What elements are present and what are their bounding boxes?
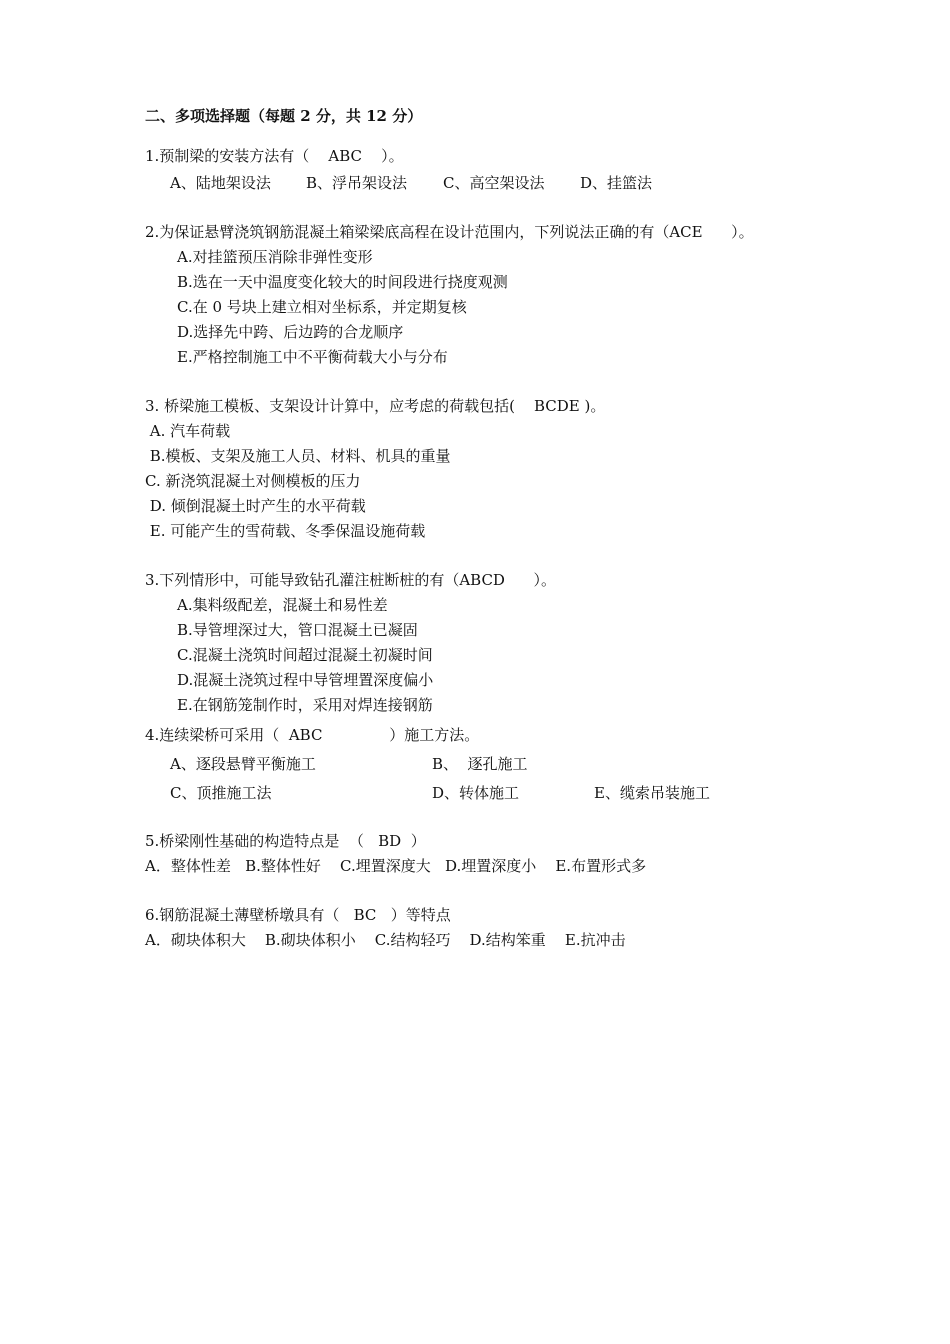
question-4-option-c: C、顶推施工法 — [170, 784, 272, 802]
question-1-option-a: A、陆地架设法 — [170, 174, 271, 192]
section-title: 二、多项选择题（每题 2 分，共 12 分） — [145, 107, 423, 125]
question-3a-option-b: B.模板、支架及施工人员、材料、机具的重量 — [145, 447, 451, 465]
question-4-option-a: A、逐段悬臂平衡施工 — [170, 755, 316, 773]
question-3a-option-d: D. 倾倒混凝土时产生的水平荷载 — [145, 497, 366, 515]
question-2-option-d: D.选择先中跨、后边跨的合龙顺序 — [177, 323, 404, 341]
question-3b-option-b: B.导管埋深过大，管口混凝土已凝固 — [177, 621, 418, 639]
question-4-stem: 4.连续梁桥可采用（ ABC ）施工方法。 — [145, 726, 480, 744]
question-5-stem: 5.桥梁刚性基础的构造特点是 （ BD ） — [145, 832, 426, 850]
question-4-option-e: E、缆索吊装施工 — [594, 784, 710, 802]
question-6-options: A．砌块体积大 B.砌块体积小 C.结构轻巧 D.结构笨重 E.抗冲击 — [145, 931, 626, 949]
question-1-option-c: C、高空架设法 — [443, 174, 545, 192]
question-3b-option-a: A.集料级配差，混凝土和易性差 — [177, 596, 388, 614]
question-3b-stem: 3.下列情形中，可能导致钻孔灌注桩断桩的有（ABCD ）。 — [145, 571, 557, 589]
question-1-option-b: B、浮吊架设法 — [306, 174, 408, 192]
question-3b-option-d: D.混凝土浇筑过程中导管埋置深度偏小 — [177, 671, 434, 689]
question-2-option-c: C.在 0 号块上建立相对坐标系，并定期复核 — [177, 298, 467, 316]
question-1-option-d: D、挂篮法 — [580, 174, 653, 192]
question-2-option-e: E.严格控制施工中不平衡荷载大小与分布 — [177, 348, 448, 366]
question-2-stem: 2.为保证悬臂浇筑钢筋混凝土箱梁梁底高程在设计范围内，下列说法正确的有（ACE ）。 — [145, 223, 754, 241]
question-3a-stem: 3. 桥梁施工模板、支架设计计算中，应考虑的荷载包括( BCDE )。 — [145, 397, 606, 415]
question-3b-option-c: C.混凝土浇筑时间超过混凝土初凝时间 — [177, 646, 433, 664]
question-3b-option-e: E.在钢筋笼制作时，采用对焊连接钢筋 — [177, 696, 433, 714]
question-2-option-a: A.对挂篮预压消除非弹性变形 — [177, 248, 373, 266]
question-4-option-d: D、转体施工 — [432, 784, 520, 802]
question-1-stem: 1.预制梁的安装方法有（ ABC ）。 — [145, 147, 404, 165]
question-4-option-b: B、 逐孔施工 — [432, 755, 528, 773]
question-2-option-b: B.选在一天中温度变化较大的时间段进行挠度观测 — [177, 273, 508, 291]
question-5-options: A．整体性差 B.整体性好 C.埋置深度大 D.埋置深度小 E.布置形式多 — [145, 857, 647, 875]
question-3a-option-a: A. 汽车荷载 — [145, 422, 231, 440]
question-3a-option-e: E. 可能产生的雪荷载、冬季保温设施荷载 — [145, 522, 426, 540]
question-6-stem: 6.钢筋混凝土薄壁桥墩具有（ BC ）等特点 — [145, 906, 451, 924]
question-3a-option-c: C. 新浇筑混凝土对侧模板的压力 — [145, 472, 361, 490]
